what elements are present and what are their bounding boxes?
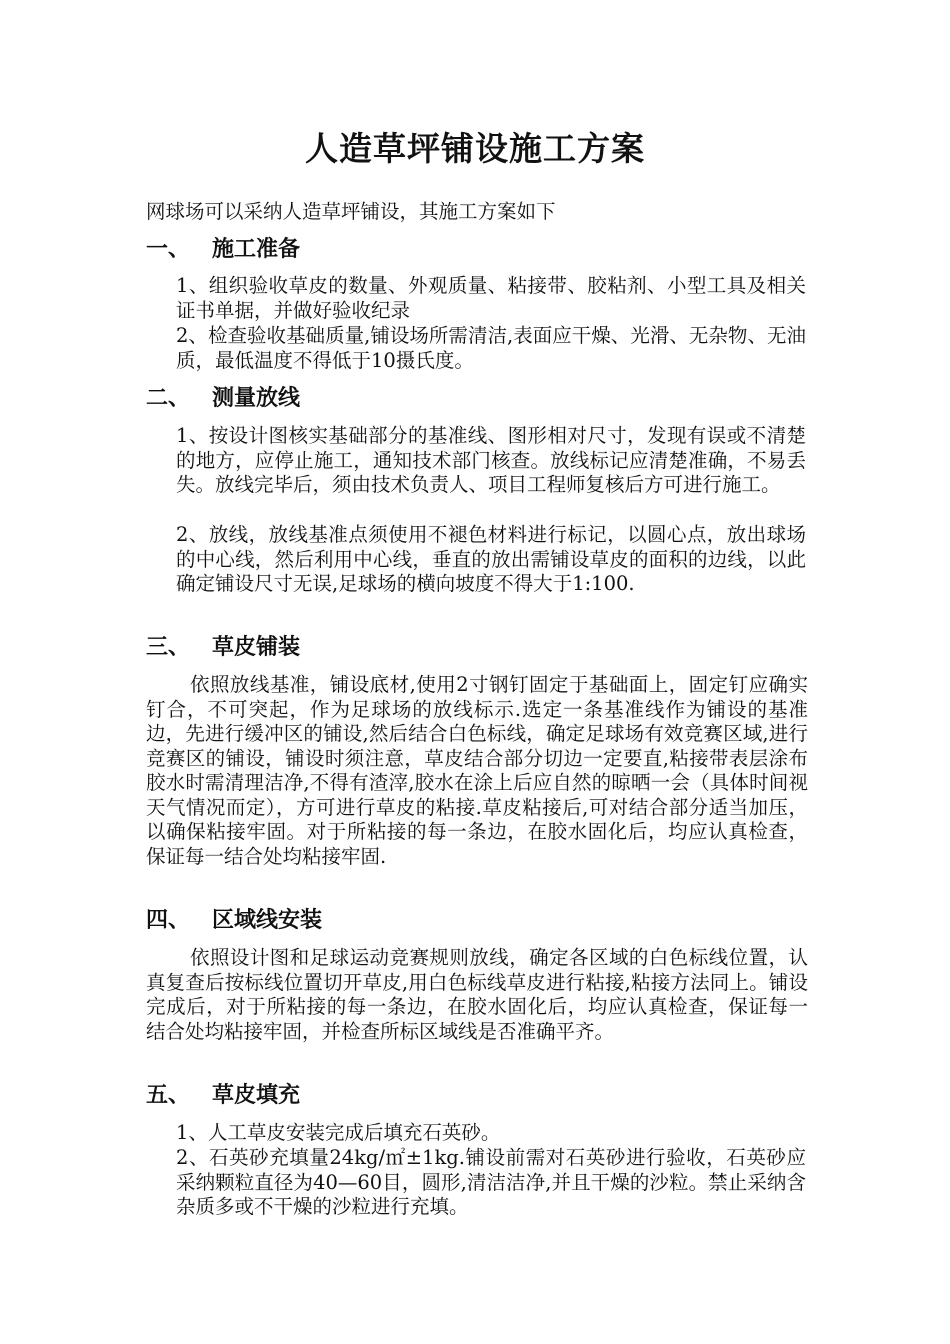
section-number: 四、 <box>146 908 191 933</box>
paragraph: 2、放线，放线基准点须使用不褪色材料进行标记，以圆心点，放出球场的中心线，然后利用中心线，垂直的放出需铺设草皮的面积的边线，以此确定铺设尺寸无误,足球场的横向坡度不得大于1:100. <box>176 523 806 595</box>
paragraph: 1、按设计图核实基础部分的基准线、图形相对尺寸，发现有误或不清楚的地方，应停止施工，通知技术部门核查。放线标记应清楚准确，不易丢失。放线完毕后，须由技术负责人、项目工程师复核后方可进行施工。 <box>176 424 806 496</box>
document-title: 人造草坪铺设施工方案 <box>305 129 645 168</box>
section-number: 三、 <box>146 635 191 660</box>
paragraph: 2、石英砂充填量24kg/㎡±1kg.铺设前需对石英砂进行验收，石英砂应采纳颗粒直径为40—60目，圆形,清洁洁净,并且干燥的沙粒。禁止采纳含杂质多或不干燥的沙粒进行充填。 <box>176 1146 806 1218</box>
paragraph: 1、组织验收草皮的数量、外观质量、粘接带、胶粘剂、小型工具及相关证书单据，并做好验收纪录 <box>176 274 806 322</box>
section-heading-2 <box>146 382 826 416</box>
section-number: 五、 <box>146 1083 191 1108</box>
paragraph: 依照设计图和足球运动竞赛规则放线，确定各区域的白色标线位置，认真复查后按标线位置切开草皮,用白色标线草皮进行粘接,粘接方法同上。铺设完成后，对于所粘接的每一条边，在胶水固化后，均应认真检查，保证每一结合处均粘接牢固，并检查所标区域线是否准确平齐。 <box>146 946 808 1043</box>
section-title: 测量放线 <box>212 386 301 411</box>
section-heading-1 <box>146 233 826 267</box>
section-heading-4 <box>146 904 826 938</box>
paragraph: 1、人工草皮安装完成后填充石英砂。 <box>176 1121 501 1144</box>
paragraph: 依照放线基准，铺设底材,使用2寸钢钉固定于基础面上，固定钉应确实钉合，不可突起，作为足球场的放线标示.选定一条基准线作为铺设的基准边，先进行缓冲区的铺设,然后结合白色标线，确定足球场有效竞赛区域,进行竞赛区的铺设，铺设时须注意，草皮结合部分切边一定要直,粘接带表层涂布胶水时需清理洁净,不得有渣滓,胶水在涂上后应自然的晾晒一会（具体时间视天气情况而定），方可进行草皮的粘接.草皮粘接后,可对结合部分适当加压，以确保粘接牢固。对于所粘接的每一条边，在胶水固化后，均应认真检查，保证每一结合处均粘接牢固. <box>146 673 808 868</box>
section-title: 草皮铺装 <box>212 635 301 660</box>
section-number: 二、 <box>146 386 191 411</box>
section-heading-5 <box>146 1079 826 1113</box>
paragraph: 2、检查验收基础质量,铺设场所需清洁,表面应干燥、光滑、无杂物、无油质，最低温度不得低于10摄氏度。 <box>176 324 806 372</box>
section-heading-3 <box>146 631 826 665</box>
section-title: 施工准备 <box>212 237 301 262</box>
section-title: 草皮填充 <box>212 1083 301 1108</box>
section-number: 一、 <box>146 237 191 262</box>
section-title: 区域线安装 <box>212 908 323 933</box>
intro-text: 网球场可以采纳人造草坪铺设，其施工方案如下 <box>146 200 556 223</box>
